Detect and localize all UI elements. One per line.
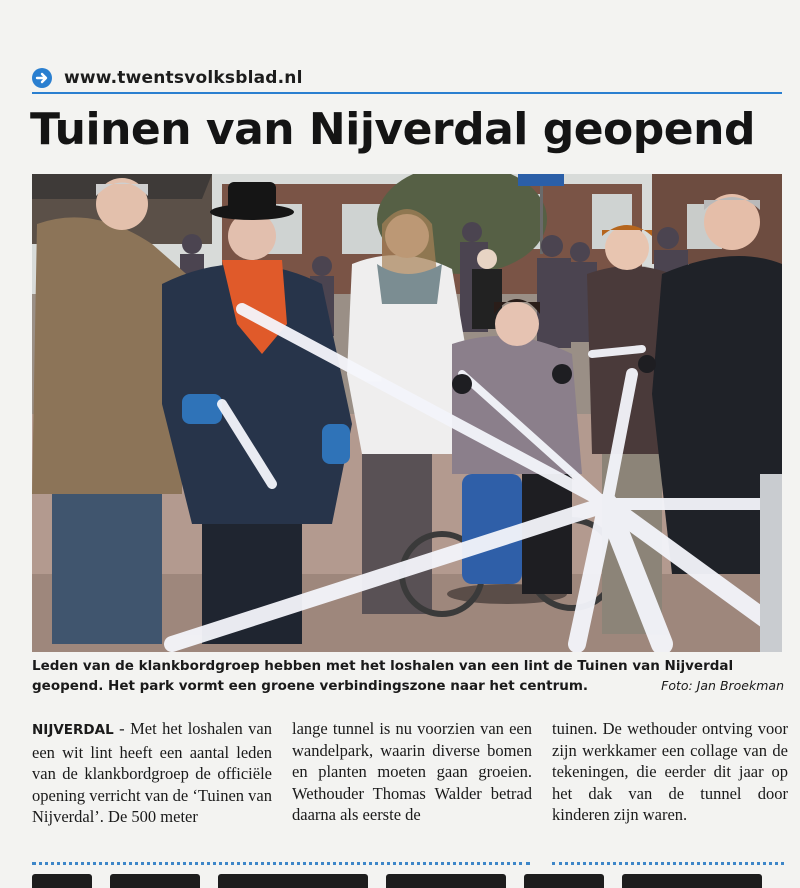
article-photo	[32, 174, 782, 652]
header-divider	[32, 92, 782, 94]
dotted-divider	[552, 862, 784, 865]
article-column-1	[32, 718, 272, 828]
photo-caption: Leden van de klankbordgroep hebben met het loshalen van een lint de Tuinen van Nijverdal geopend. Het park vormt een groene verbindingszone naar het centrum.	[32, 658, 734, 694]
site-url[interactable]: www.twentsvolksblad.nl	[64, 68, 303, 88]
article-headline: Tuinen van Nijverdal geopend	[30, 104, 755, 155]
column-3-text: tuinen. De wethouder ontving voor zijn werkkamer een collage van de tekeningen, die eerder dit jaar op het dak van de tunnel door kinderen zijn waren.	[552, 719, 788, 825]
article-column-2	[292, 718, 532, 826]
column-2-text: lange tunnel is nu voorzien van een wandelpark, waarin diverse bomen en planten moeten gaan groeien. Wethouder Thomas Walder betrad daarna als eerste de	[292, 719, 532, 825]
arrow-right-icon	[32, 68, 52, 88]
photo-credit: Foto: Jan Broekman	[661, 678, 784, 693]
site-header	[32, 68, 303, 88]
article-column-3	[552, 718, 788, 826]
dotted-divider	[32, 862, 530, 865]
dateline: NIJVERDAL	[32, 722, 114, 738]
column-1-text: - Met het loshalen van een wit lint heeft een aantal leden van de klankbordgroep de officiële opening verricht van de ‘Tuinen van Nijverdal’. De 500 meter	[32, 719, 272, 827]
next-headline-fragment	[32, 874, 784, 888]
